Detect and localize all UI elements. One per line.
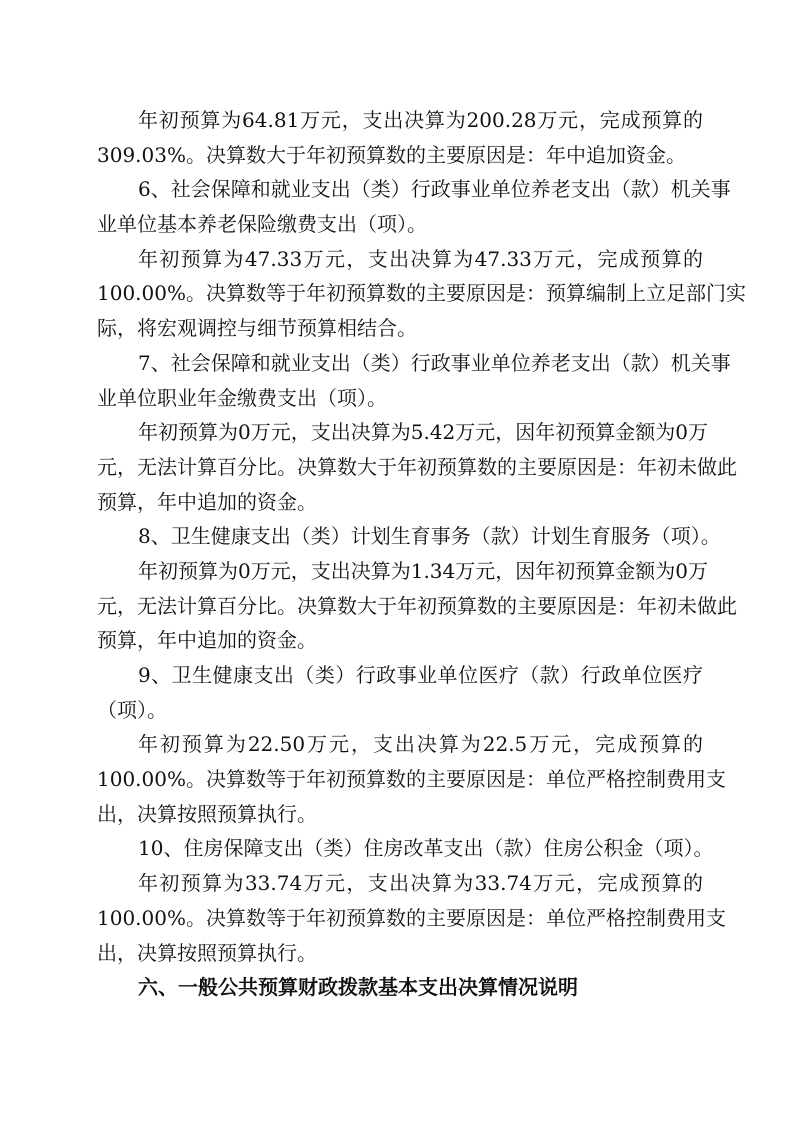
paragraph-line: 9、卫生健康支出（类）行政事业单位医疗（款）行政单位医疗 [138,663,703,687]
document-page [97,103,746,1005]
paragraph-line: 年初预算为47.33万元，支出决算为47.33万元，完成预算的 [138,246,703,271]
paragraph-line: 出，决算按照预算执行。 [97,940,317,965]
paragraph-line: 业单位基本养老保险缴费支出（项）。 [97,212,427,237]
paragraph-line: 年初预算为64.81万元，支出决算为200.28万元，完成预算的 [138,108,703,132]
paragraph [97,415,737,519]
paragraph-line: （项）。 [97,697,167,722]
paragraph-line: 100.00%。决算数等于年初预算数的主要原因是：单位严格控制费用支 [97,767,726,792]
paragraph-line: 年初预算为22.50万元，支出决算为22.5万元，完成预算的 [138,732,703,757]
paragraph [97,172,731,241]
paragraph-line: 7、社会保障和就业支出（类）行政事业单位养老支出（款）机关事 [138,350,731,375]
paragraph-line: 出，决算按照预算执行。 [97,801,317,826]
paragraph-line: 预算，年中追加的资金。 [97,628,317,653]
paragraph-line: 8、卫生健康支出（类）计划生育事务（款）计划生育服务（项）。 [138,524,721,549]
paragraph [97,727,726,831]
paragraph [97,519,721,554]
paragraph [97,554,737,658]
paragraph-line: 业单位职业年金缴费支出（项）。 [97,385,387,410]
paragraph-line: 6、社会保障和就业支出（类）行政事业单位养老支出（款）机关事 [138,177,731,202]
paragraph [97,346,731,415]
paragraph-line: 际，将宏观调控与细节预算相结合。 [97,316,417,341]
paragraph-line: 年初预算为0万元，支出决算为1.34万元，因年初预算金额为0万 [138,558,708,583]
paragraph-line: 预算，年中追加的资金。 [97,489,317,514]
section-heading: 六、一般公共预算财政拨款基本支出决算情况说明 [138,975,578,1000]
paragraph-line: 100.00%。决算数等于年初预算数的主要原因是：预算编制上立足部门实 [97,281,746,306]
paragraph-line: 年初预算为0万元，支出决算为5.42万元，因年初预算金额为0万 [138,420,708,445]
paragraph-line: 元，无法计算百分比。决算数大于年初预算数的主要原因是：年初未做此 [97,593,737,618]
paragraph-line: 309.03%。决算数大于年初预算数的主要原因是：年中追加资金。 [97,142,686,167]
paragraph-line: 年初预算为33.74万元，支出决算为33.74万元，完成预算的 [138,871,703,896]
paragraph [97,866,726,970]
paragraph [97,103,703,172]
paragraph-line: 10、住房保障支出（类）住房改革支出（款）住房公积金（项）。 [138,836,714,861]
paragraph [97,831,714,866]
paragraph [97,242,746,346]
paragraph-line: 元，无法计算百分比。决算数大于年初预算数的主要原因是：年初未做此 [97,454,737,479]
paragraph [97,658,703,727]
paragraph-line: 100.00%。决算数等于年初预算数的主要原因是：单位严格控制费用支 [97,905,726,930]
